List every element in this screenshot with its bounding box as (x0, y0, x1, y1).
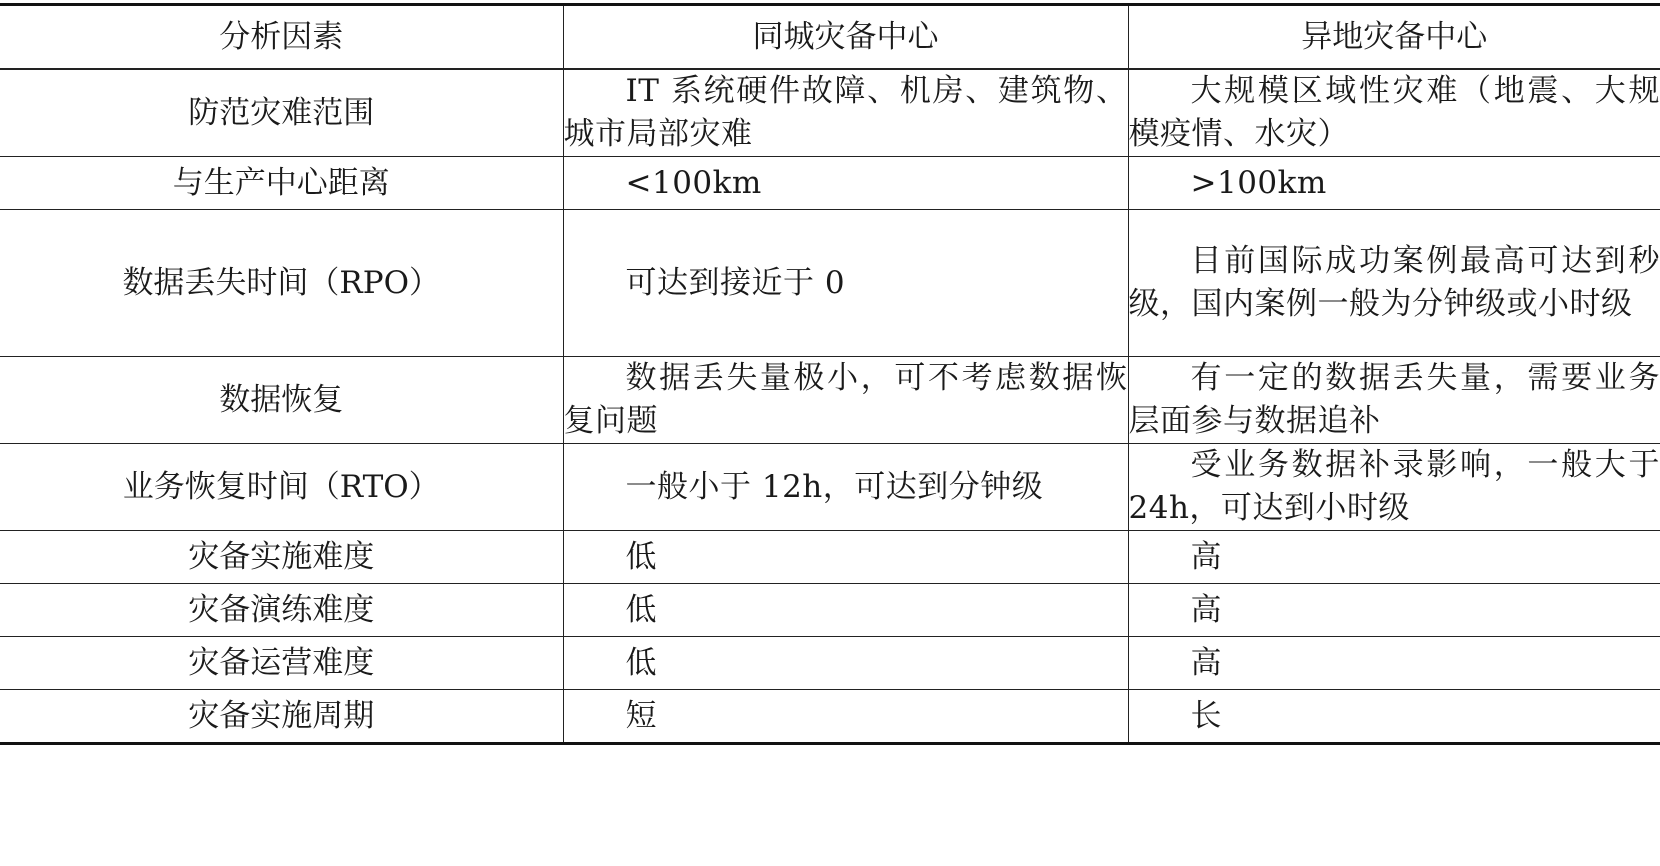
same-city-cell (563, 210, 1128, 357)
remote-cell (1128, 357, 1660, 444)
factor-cell: 业务恢复时间（RTO） (0, 444, 563, 531)
remote-text: 大规模区域性灾难（地震、大规模疫情、水灾） (1128, 73, 1660, 152)
same-city-text: 短 (625, 697, 657, 734)
remote-cell (1128, 690, 1660, 744)
remote-text: >100km (1190, 164, 1327, 201)
header-same-city-center: 同城灾备中心 (563, 5, 1128, 70)
same-city-text: 数据丢失量极小，可不考虑数据恢复问题 (563, 360, 1128, 439)
same-city-text: 可达到接近于 0 (625, 264, 846, 301)
remote-cell (1128, 584, 1660, 637)
same-city-cell (563, 637, 1128, 690)
table-header-row (0, 5, 1660, 70)
same-city-text: 低 (625, 644, 657, 681)
same-city-text: <100km (625, 164, 762, 201)
table-row (0, 157, 1660, 210)
same-city-cell (563, 444, 1128, 531)
table-row (0, 690, 1660, 744)
same-city-cell (563, 584, 1128, 637)
table-row (0, 444, 1660, 531)
table-row (0, 210, 1660, 357)
same-city-text: IT 系统硬件故障、机房、建筑物、城市局部灾难 (563, 73, 1128, 152)
factor-cell: 灾备运营难度 (0, 637, 563, 690)
remote-text: 高 (1190, 538, 1222, 575)
table-row (0, 637, 1660, 690)
factor-cell: 防范灾难范围 (0, 69, 563, 157)
factor-cell: 灾备实施周期 (0, 690, 563, 744)
remote-cell (1128, 531, 1660, 584)
remote-cell (1128, 69, 1660, 157)
header-factor: 分析因素 (0, 5, 563, 70)
table-row (0, 357, 1660, 444)
same-city-text: 一般小于 12h，可达到分钟级 (625, 468, 1044, 505)
same-city-cell (563, 357, 1128, 444)
same-city-cell (563, 531, 1128, 584)
remote-text: 高 (1190, 644, 1222, 681)
factor-cell: 与生产中心距离 (0, 157, 563, 210)
remote-text: 高 (1190, 591, 1222, 628)
remote-cell (1128, 210, 1660, 357)
header-remote-center: 异地灾备中心 (1128, 5, 1660, 70)
factor-cell: 灾备演练难度 (0, 584, 563, 637)
remote-text: 受业务数据补录影响，一般大于 24h，可达到小时级 (1128, 447, 1660, 526)
remote-text: 目前国际成功案例最高可达到秒级，国内案例一般为分钟级或小时级 (1128, 243, 1660, 322)
table-row (0, 584, 1660, 637)
same-city-cell (563, 157, 1128, 210)
remote-text: 长 (1190, 697, 1222, 734)
disaster-recovery-comparison-table (0, 3, 1660, 745)
same-city-text: 低 (625, 538, 657, 575)
factor-cell: 灾备实施难度 (0, 531, 563, 584)
remote-cell (1128, 637, 1660, 690)
same-city-cell (563, 69, 1128, 157)
remote-cell (1128, 444, 1660, 531)
remote-cell (1128, 157, 1660, 210)
same-city-cell (563, 690, 1128, 744)
table-row (0, 69, 1660, 157)
same-city-text: 低 (625, 591, 657, 628)
factor-cell: 数据恢复 (0, 357, 563, 444)
table-row (0, 531, 1660, 584)
factor-cell: 数据丢失时间（RPO） (0, 210, 563, 357)
remote-text: 有一定的数据丢失量，需要业务层面参与数据追补 (1128, 360, 1660, 439)
